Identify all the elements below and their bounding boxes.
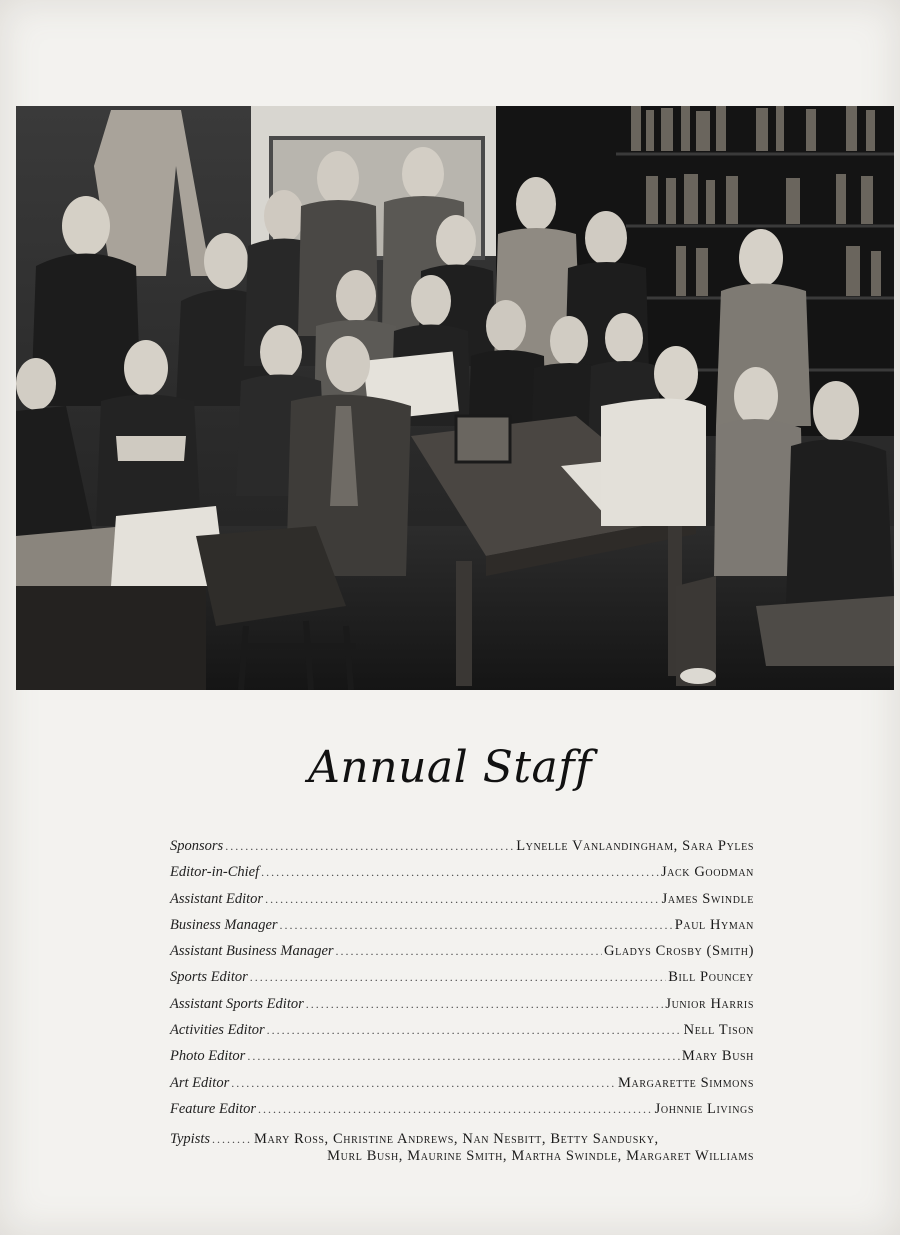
staff-row — [170, 838, 754, 864]
leader-dots — [250, 970, 666, 985]
staff-role: Sports Editor — [170, 969, 248, 986]
staff-role: Assistant Editor — [170, 890, 264, 907]
leader-dots — [225, 839, 514, 854]
staff-name: Gladys Crosby (Smith) — [604, 943, 754, 960]
staff-name: Margarette Simmons — [618, 1074, 754, 1091]
leader-dots — [267, 1023, 682, 1038]
leader-dots — [231, 1076, 616, 1091]
staff-role: Activities Editor — [170, 1022, 265, 1039]
typists-names-2: Murl Bush, Maurine Smith, Martha Swindle, Margaret Williams — [327, 1148, 754, 1165]
staff-row — [170, 864, 754, 890]
staff-role: Sponsors — [170, 838, 224, 854]
staff-row — [170, 1101, 754, 1127]
staff-role: Business Manager — [170, 916, 278, 933]
staff-name: Jack Goodman — [660, 864, 754, 881]
typists-entry — [170, 1131, 754, 1165]
leader-dots — [336, 944, 603, 959]
typists-names-1: Mary Ross, Christine Andrews, Nan Nesbitt, Betty Sandusky, — [254, 1131, 659, 1148]
staff-row — [170, 969, 754, 995]
staff-row — [170, 1022, 754, 1048]
leader-dots — [265, 892, 660, 907]
staff-row — [170, 917, 754, 943]
staff-name: Bill Pouncey — [668, 969, 754, 986]
staff-name: Mary Bush — [681, 1048, 754, 1065]
staff-row — [170, 891, 754, 917]
leader-dots — [258, 1102, 653, 1117]
staff-name: Nell Tison — [683, 1022, 754, 1039]
staff-name: James Swindle — [661, 890, 754, 907]
leader-dots: ........ — [212, 1132, 253, 1147]
staff-name: Paul Hyman — [674, 916, 754, 933]
group-photo — [16, 106, 894, 690]
staff-list — [170, 838, 754, 1165]
typists-line-1 — [170, 1131, 754, 1148]
group-photo-illustration — [16, 106, 894, 690]
typists-role: Typists — [170, 1131, 211, 1148]
staff-role: Photo Editor — [170, 1048, 246, 1065]
staff-name: Junior Harris — [665, 995, 754, 1012]
staff-role: Art Editor — [170, 1074, 230, 1091]
staff-row — [170, 996, 754, 1022]
leader-dots — [306, 997, 664, 1012]
staff-role: Assistant Business Manager — [170, 943, 334, 960]
staff-name: Johnnie Livings — [654, 1100, 754, 1117]
staff-role: Editor-in-Chief — [170, 864, 260, 881]
staff-role: Feature Editor — [170, 1100, 257, 1117]
staff-role: Assistant Sports Editor — [170, 995, 304, 1012]
leader-dots — [280, 918, 673, 933]
staff-row — [170, 943, 754, 969]
page-title: Annual Staff — [308, 742, 592, 793]
staff-name: Lynelle Vanlandingham, Sara Pyles — [516, 838, 754, 854]
staff-row — [170, 1075, 754, 1101]
leader-dots — [247, 1049, 680, 1064]
leader-dots — [261, 865, 659, 880]
staff-row — [170, 1048, 754, 1074]
